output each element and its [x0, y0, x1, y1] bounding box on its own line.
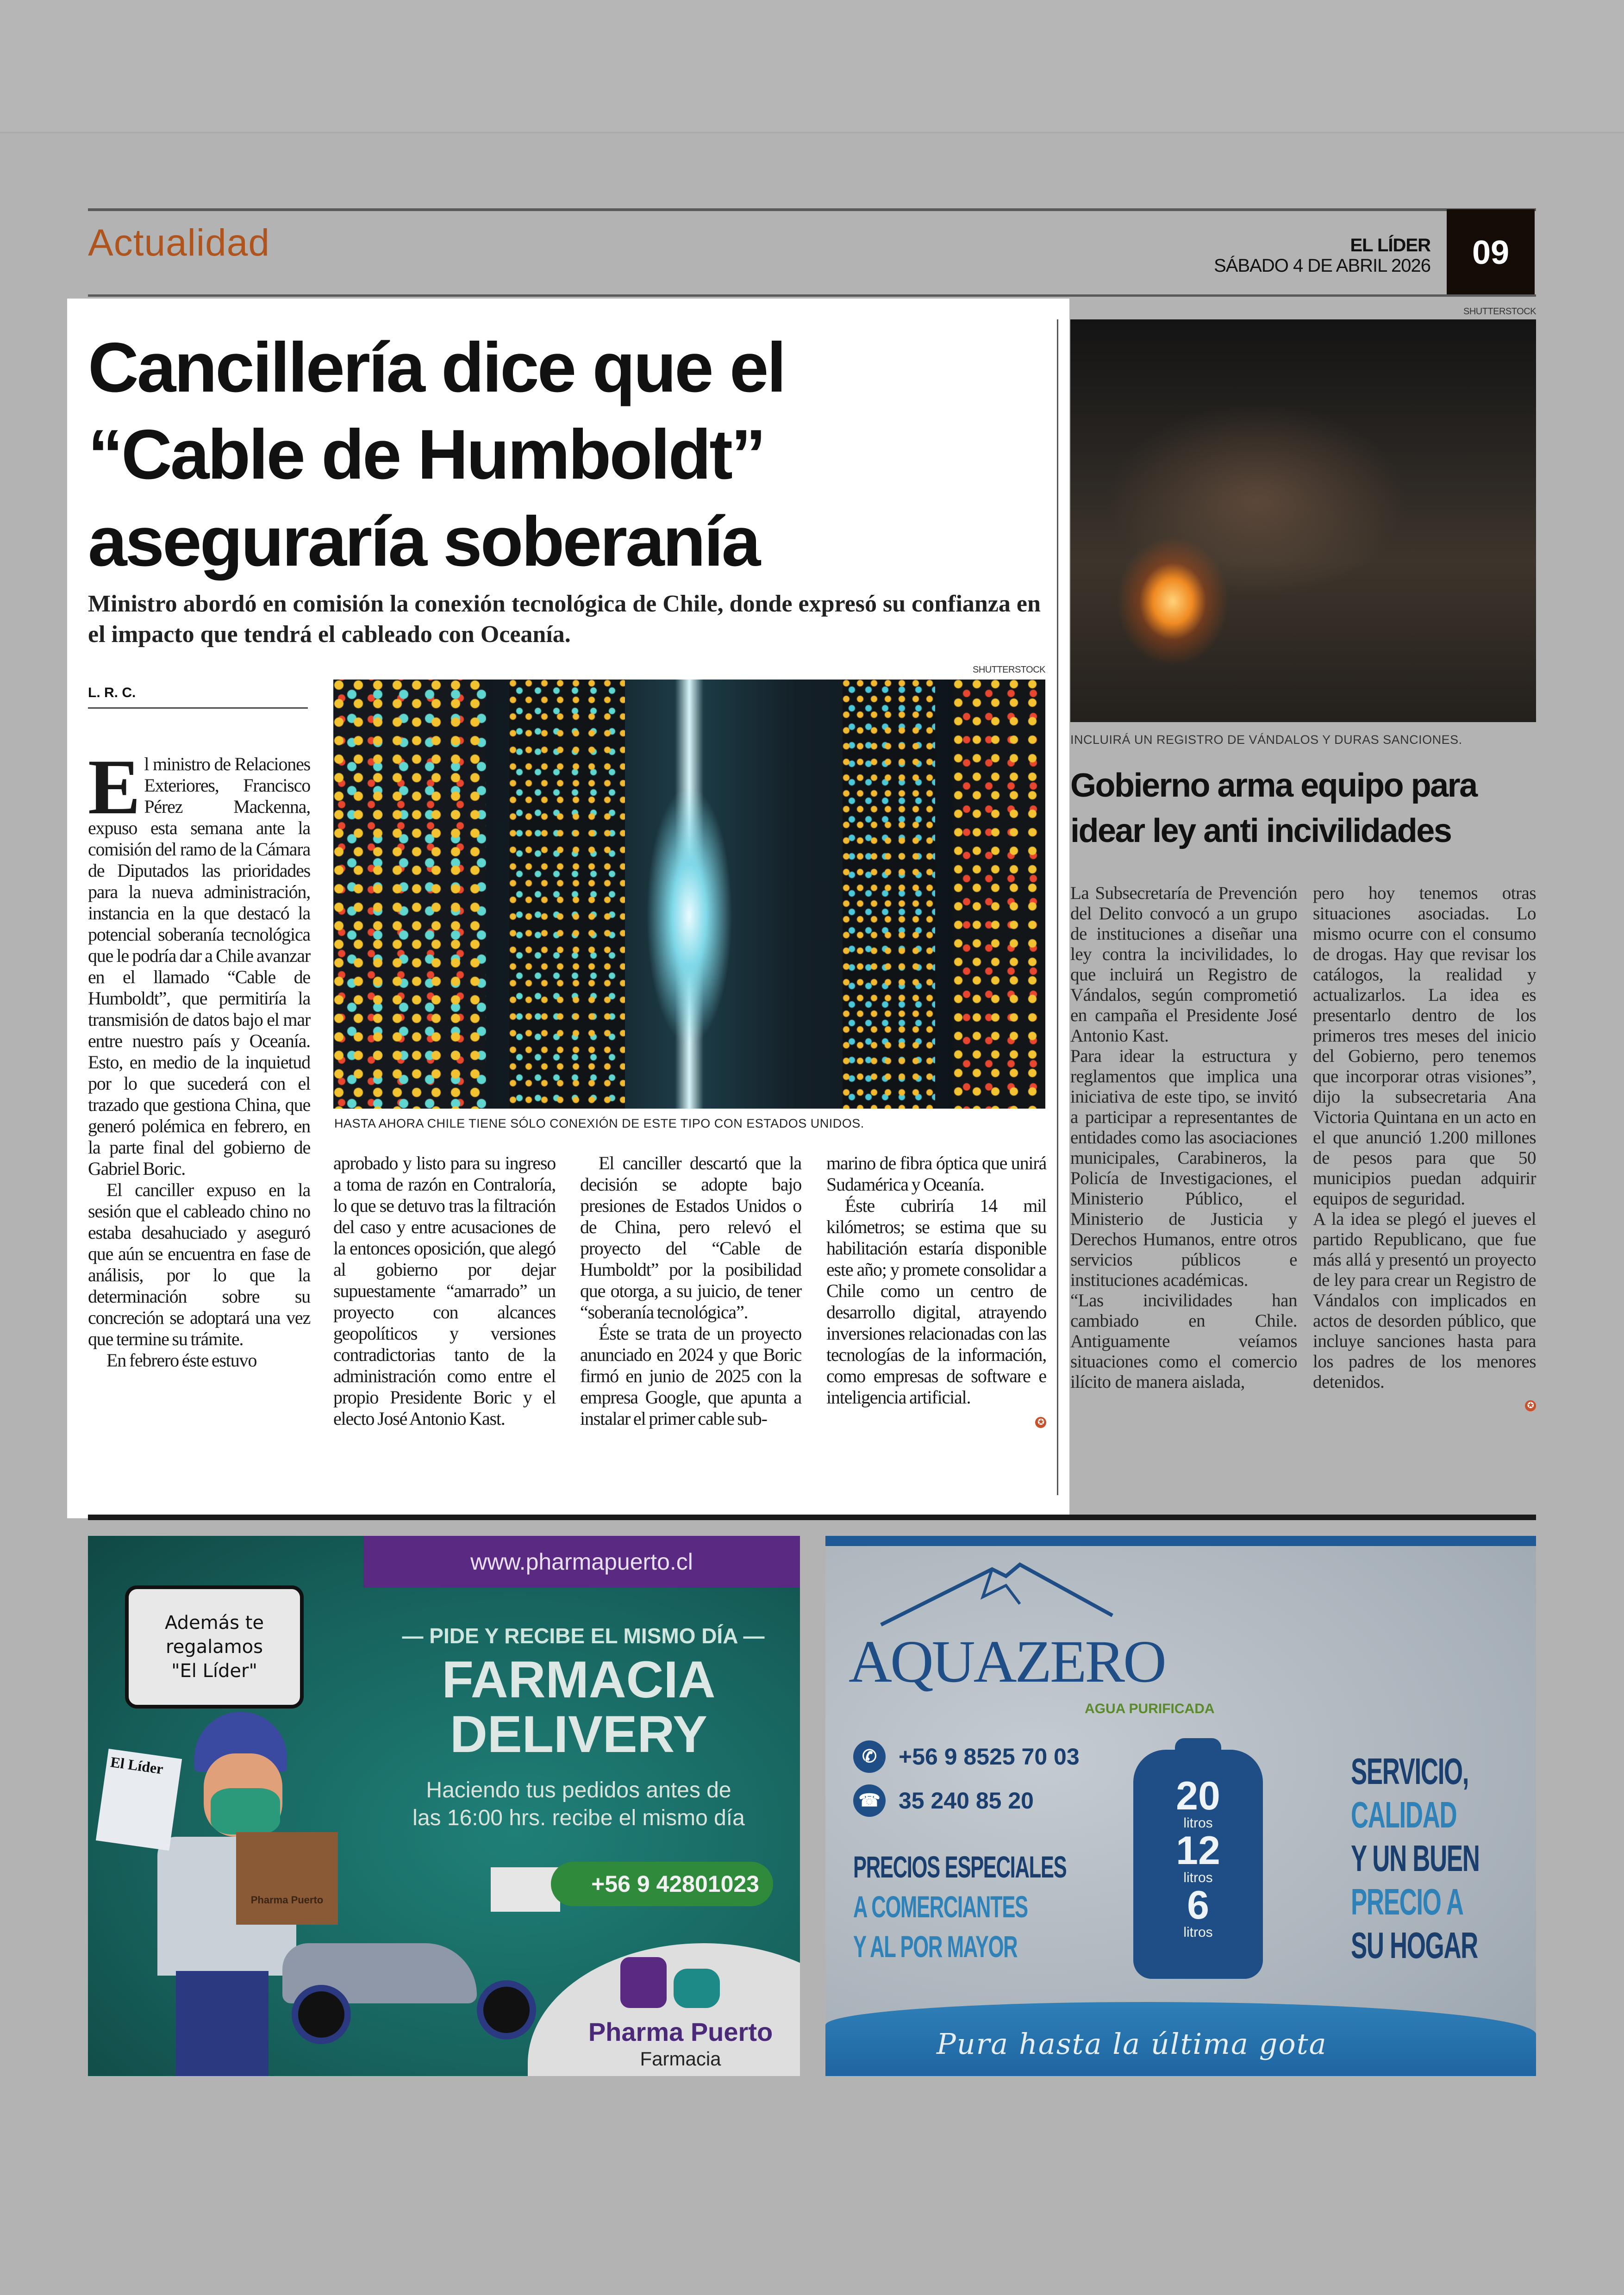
- side-photo-caption: INCLUIRÁ UN REGISTRO DE VÁNDALOS Y DURAS SANCIONES.: [1070, 733, 1462, 747]
- section-title: Actualidad: [88, 222, 270, 264]
- ad-tagline: — PIDE Y RECIBE EL MISMO DÍA —: [402, 1624, 765, 1648]
- server-rack: [843, 680, 935, 1109]
- size-number: 20: [1176, 1774, 1220, 1818]
- size-unit: litros: [1183, 1925, 1213, 1940]
- title-line: DELIVERY: [450, 1705, 707, 1763]
- bubble-line: Además te: [165, 1612, 264, 1634]
- end-mark-icon: ✪: [1525, 1400, 1536, 1411]
- bubble-line: "El Líder": [171, 1660, 257, 1682]
- brand-subtitle: AGUA PURIFICADA: [1085, 1701, 1215, 1716]
- paragraph: aprobado y listo para su ingreso a toma de razón en Contraloría, lo que se detuvo tras la filtración del caso y entre acusaciones de la entonces oposición, que alegó al gobierno por dejar supuestamente “amarrado” un proyecto con alcances geopolíticos y versiones contradictorias tanto de la administración como entre el propio Presidente Boric y el electo José Antonio Kast.: [333, 1153, 556, 1429]
- main-subhead: Ministro abordó en comisión la conexión tecnológica de Chile, donde expresó su confianza en el impacto que tendrá el cableado con Oceanía.: [88, 591, 1041, 648]
- brand-name: AQUAZERO: [849, 1628, 1165, 1695]
- viewer-top-band: [0, 0, 1624, 133]
- subtitle-line: Haciendo tus pedidos antes de: [426, 1778, 731, 1802]
- ad-phone[interactable]: +56 9 42801023: [551, 1862, 773, 1906]
- service-text: [1351, 1750, 1527, 1967]
- delivery-box-icon: Pharma Puerto: [236, 1832, 338, 1925]
- size-unit: litros: [1183, 1870, 1213, 1885]
- blank-label: [491, 1867, 560, 1912]
- mountain-logo-icon: [853, 1551, 1131, 1629]
- masthead: [1214, 235, 1430, 276]
- paragraph: marino de fibra óptica que unirá Sudamérica y Oceanía.: [826, 1153, 1046, 1195]
- paragraph: El canciller descartó que la decisión se adopte bajo presiones de Estados Unidos o de China, pero relevó el proyecto del “Cable de Humboldt” por la posibilidad que otorga, a su juicio, de tener “soberanía tecnológica”.: [580, 1153, 801, 1322]
- server-rack: [509, 680, 625, 1109]
- page-number: 09: [1447, 209, 1535, 296]
- phone-number[interactable]: ☎ 35 240 85 20: [853, 1784, 1034, 1817]
- service-line: Y UN BUEN: [1351, 1838, 1480, 1879]
- phone-icon: ☎: [853, 1784, 886, 1817]
- scooter-wheel-icon: [477, 1980, 536, 2039]
- pharma-puerto-ad[interactable]: [88, 1536, 800, 2076]
- whatsapp-icon: ✆: [853, 1740, 886, 1773]
- paragraph: “Las incivilidades han cambiado en Chile. Antiguamente veíamos situaciones como el comercio ilícito de manera aislada,: [1070, 1291, 1297, 1392]
- column-divider: [1057, 319, 1058, 1495]
- article-column-2: [333, 1153, 556, 1429]
- header-bottom-rule: [88, 294, 1536, 297]
- article-column-3: [580, 1153, 801, 1429]
- side-column-2: [1313, 883, 1536, 1413]
- service-line: SU HOGAR: [1351, 1925, 1478, 1966]
- paragraph: En febrero éste estuvo: [106, 1350, 257, 1371]
- promo-line: Y AL POR MAYOR: [853, 1929, 1018, 1964]
- headline-line: Cancillería dice que el: [88, 328, 785, 407]
- end-mark-icon: ✪: [1035, 1417, 1046, 1428]
- title-line: FARMACIA: [442, 1651, 716, 1709]
- paragraph: pero hoy tenemos otras situaciones asociadas. Lo mismo ocurre con el consumo de drogas. Hay que revisar los catálogos, la realidad y actualizarlos. La idea es presentarlo dentro de los primeros tres meses del inicio del Gobierno, pero tenemos que incorporar otras visiones”, dijo la subsecretaria Ana Victoria Quintana en un acto en el que anunció 1.200 millones de pesos para que 50 municipios puedan adquirir equipos de seguridad.: [1313, 883, 1536, 1209]
- size-number: 6: [1187, 1883, 1209, 1927]
- article-bottom-rule: [88, 1515, 1536, 1520]
- trousers-icon: [176, 1971, 269, 2076]
- size-unit: litros: [1183, 1815, 1213, 1831]
- photo-caption: HASTA AHORA CHILE TIENE SÓLO CONEXIÓN DE ESTE TIPO CON ESTADOS UNIDOS.: [334, 1116, 864, 1130]
- side-headline: [1070, 763, 1538, 854]
- ad-slogan: Pura hasta la última gota: [937, 2027, 1327, 2061]
- paragraph: Para idear la estructura y reglamentos que implica una iniciativa de este tipo, se invitó a participar a representantes de entidades como las asociaciones municipales, Carabineros, la Policía de Investigaciones, el Ministerio Público, el Ministerio de Justicia y Derechos Humanos, entre otros servicios públicos e instituciones académicas.: [1070, 1046, 1297, 1290]
- server-rack-left: [333, 680, 486, 1109]
- aquazero-ad[interactable]: [825, 1536, 1536, 2076]
- side-photo-credit: SHUTTERSTOCK: [1463, 306, 1536, 317]
- byline: L. R. C.: [88, 685, 308, 709]
- promo-line: PRECIOS ESPECIALES: [853, 1850, 1067, 1884]
- paragraph: Éste se trata de un proyecto anunciado en 2024 y que Boric firmó en junio de 2025 con la empresa Google, que apunta a instalar el primer cable sub-: [580, 1323, 801, 1429]
- paragraph: l ministro de Relaciones Exteriores, Francisco Pérez Mackenna, expuso esta semana ante la comisión del ramo de la Cámara de Diputados las prioridades para la nueva administración, instancia en la que destacó la potencial soberanía tecnológica que le podría dar a Chile avanzar en el llamado “Cable de Humboldt”, que permitiría la transmisión de datos bajo el mar entre nuestro país y Oceanía. Esto, en medio de la inquietud por lo que sucederá con el trazado que gestiona China, que generó polémica en febrero, en la parte final del gobierno de Gabriel Boric.: [88, 754, 310, 1179]
- bubble-line: regalamos: [166, 1636, 263, 1658]
- main-headline: [88, 324, 785, 585]
- side-column-1: [1070, 883, 1297, 1392]
- protest-fire-photo: [1070, 319, 1536, 722]
- article-column-1: [88, 743, 310, 1371]
- logo-name: Pharma Puerto: [588, 2017, 773, 2046]
- paragraph: A la idea se plegó el jueves el partido Republicano, que fue más allá y presentó un proyecto de ley para crear un Registro de Vándalos con implicados en actos de desorden público, que incluye sanciones hasta para los padres de los menores detenidos.: [1313, 1209, 1536, 1392]
- service-line: PRECIO A: [1351, 1881, 1463, 1922]
- speech-bubble: [125, 1585, 304, 1709]
- promo-line: A COMERCIANTES: [853, 1890, 1028, 1924]
- pharma-logo-icon: [620, 1957, 667, 2008]
- header-top-rule: [88, 208, 1536, 211]
- ad-subtitle: [356, 1777, 800, 1832]
- face-mask-icon: [211, 1788, 280, 1834]
- logo-subtitle: Farmacia: [640, 2048, 721, 2070]
- water-bottle-icon: [1133, 1750, 1263, 1979]
- data-center-photo: [333, 680, 1045, 1109]
- paragraph: El canciller expuso en la sesión que el cableado chino no estaba desahuciado y aseguró que aún se encuentra en fase de análisis, por lo que la determinación sobre su concreción se adoptará una vez que termine su trámite.: [88, 1179, 310, 1349]
- paper-name: EL LÍDER: [1350, 235, 1430, 256]
- drop-cap: E: [88, 743, 141, 830]
- wholesale-text: [853, 1847, 1117, 1966]
- headline-line: aseguraría soberanía: [88, 502, 759, 581]
- paragraph: La Subsecretaría de Prevención del Delito convocó a un grupo de instituciones a diseñar una ley contra la incivilidades, lo que incluirá un Registro de Vándalos, según comprometió en campaña el Presidente José Antonio Kast.: [1070, 883, 1297, 1046]
- photo-credit: SHUTTERSTOCK: [973, 665, 1045, 675]
- scooter-wheel-icon: [292, 1985, 351, 2044]
- ad-url[interactable]: www.pharmapuerto.cl: [363, 1536, 800, 1588]
- service-line: CALIDAD: [1351, 1794, 1457, 1835]
- newspaper-icon: El Líder: [96, 1749, 182, 1851]
- paragraph: Éste cubriría 14 mil kilómetros; se estima que su habilitación estaría disponible este año; y promete consolidar a Chile como un centro de desarrollo digital, atrayendo inversiones relacionadas con las tecnologías de la información, como empresas de software e inteligencia artificial.: [826, 1195, 1046, 1408]
- article-column-4: [826, 1153, 1046, 1429]
- headline-line: “Cable de Humboldt”: [88, 415, 764, 494]
- headline-line: Gobierno arma equipo para: [1070, 767, 1477, 804]
- whatsapp-number[interactable]: ✆ +56 9 8525 70 03: [853, 1740, 1080, 1773]
- subtitle-line: las 16:00 hrs. recibe el mismo día: [412, 1806, 745, 1830]
- server-rack-right: [954, 680, 1045, 1109]
- service-line: SERVICIO,: [1351, 1751, 1469, 1792]
- pharma-logo-icon: [674, 1969, 720, 2008]
- ad-title: [347, 1653, 800, 1762]
- issue-date: SÁBADO 4 DE ABRIL 2026: [1214, 256, 1430, 276]
- size-number: 12: [1176, 1828, 1220, 1873]
- headline-line: idear ley anti incivilidades: [1070, 812, 1451, 849]
